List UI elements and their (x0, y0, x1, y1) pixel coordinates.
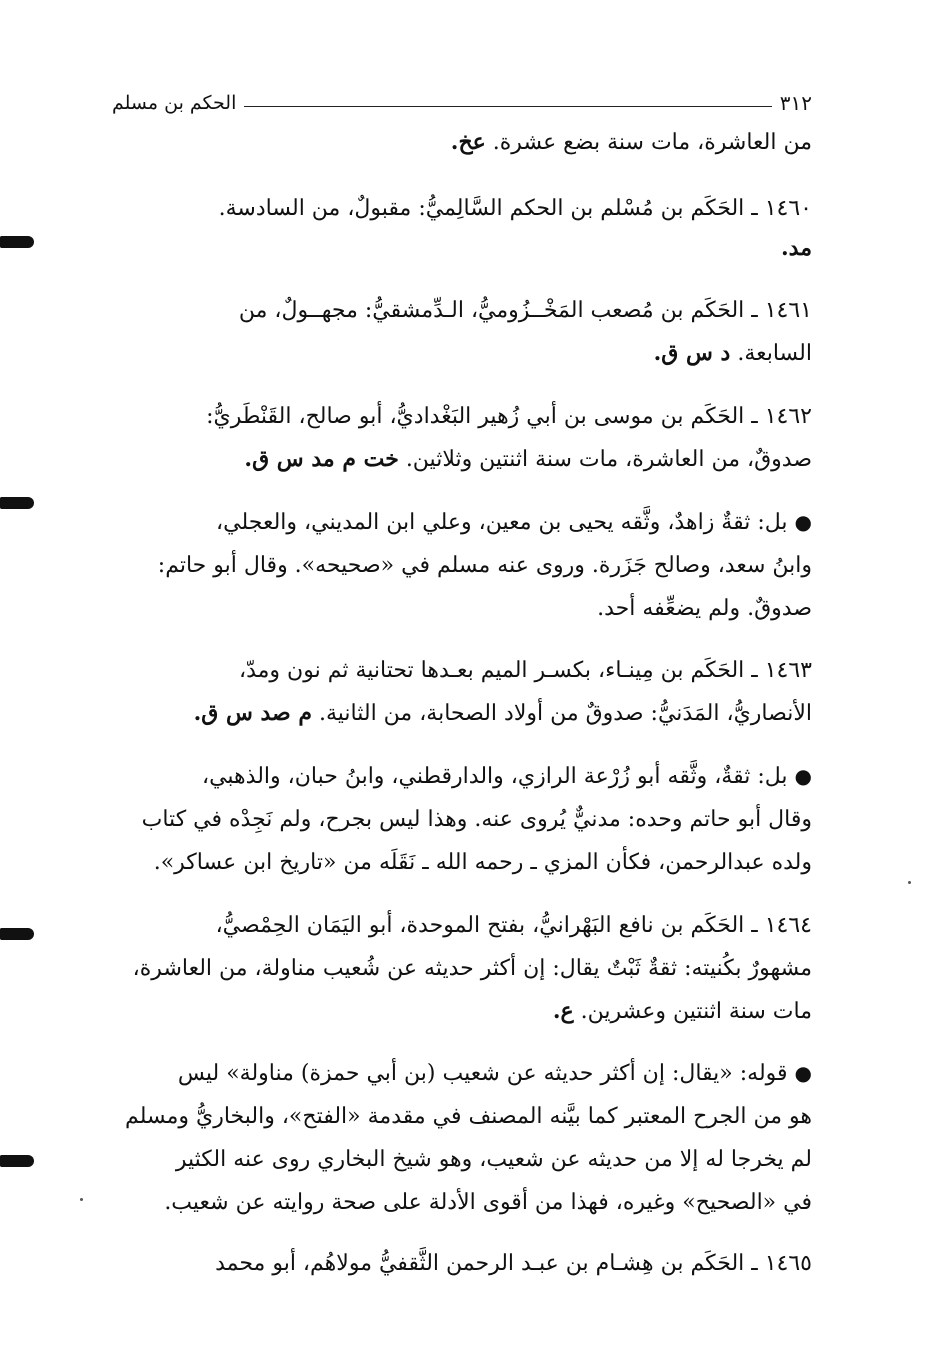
annotation-1463: ● بل: ثقةٌ، وثَّقه أبو زُرْعة الرازي، والدارقطني، وابنُ حبان، والذهبي، (201, 764, 812, 789)
entry-1464: ١٤٦٤ ـ الحَكَم بن نافع البَهْرانيُّ، بفتح الموحدة، أبو اليَمَان الحِمْصيُّ، (215, 913, 812, 938)
text-line: مات سنة اثنتين وعشرين. ع. (552, 998, 812, 1024)
text-line: وقال أبو حاتم وحده: مدنيٌّ يُروى عنه. وهذا ليس بجرح، ولم نَجِدْه في كتاب (141, 807, 812, 832)
annotation-1462: ● بل: ثقةٌ زاهدٌ، وثَّقه يحيى بن معين، وعلي ابن المديني، والعجلي، (216, 510, 812, 535)
text-line: في «الصحيح» وغيره، فهذا من أقوى الأدلة على صحة روايته عن شعيب. (164, 1190, 812, 1215)
bullet-icon: ● (794, 510, 812, 534)
binding-hole-mark (0, 236, 34, 248)
running-title: الحكم بن مسلم (112, 92, 237, 114)
text-line: الأنصاريُّ، المَدَنيُّ: صدوقٌ من أولاد الصحابة، من الثانية. م صد س ق. (193, 700, 812, 726)
scan-speck (908, 881, 911, 884)
text-line: هو من الجرح المعتبر كما بيَّنه المصنف في مقدمة «الفتح»، والبخاريُّ ومسلم (125, 1104, 812, 1129)
text-line: من العاشرة، مات سنة بضع عشرة. عخ. (450, 129, 812, 155)
entry-1461: ١٤٦١ ـ الحَكَم بن مُصعب المَخْــزُوميُّ، الـدِّمشقيُّ: مجهــولٌ، من (238, 298, 812, 323)
text-line: لم يخرجا له إلا من حديثه عن شعيب، وهو شيخ البخاري روى عنه الكثير (175, 1147, 812, 1172)
entry-1465: ١٤٦٥ ـ الحَكَم بن هِشـام بن عبـد الرحمن الثَّقفيُّ مولاهُم، أبو محمد (215, 1251, 812, 1276)
header-rule (244, 106, 771, 107)
binding-hole-mark (0, 497, 34, 509)
scan-speck (80, 1198, 83, 1201)
binding-hole-mark (0, 1155, 34, 1167)
entry-1462: ١٤٦٢ ـ الحَكَم بن موسى بن أبي زُهير البَغْداديُّ، أبو صالح، القَنْطَريُّ: (206, 404, 812, 429)
text-line: السابعة. د س ق. (653, 340, 812, 366)
page-number: ٣١٢ (779, 91, 812, 115)
bullet-icon: ● (794, 1061, 812, 1085)
entry-1463: ١٤٦٣ ـ الحَكَم بن مِينـاء، بكسـر الميم بعـدها تحتانية ثم نون ومدّ، (239, 658, 812, 683)
binding-hole-mark (0, 928, 34, 940)
annotation-1464: ● قوله: «يقال: إن أكثر حديثه عن شعيب (بن أبي حمزة) مناولة» ليس (177, 1061, 812, 1086)
running-header (112, 86, 812, 120)
text-line: صدوقٌ. ولم يضعِّفه أحد. (597, 596, 812, 621)
bullet-icon: ● (794, 764, 812, 788)
text-line: ولده عبدالرحمن، فكأن المزي ـ رحمه الله ـ نَقَلَه من «تاريخ ابن عساكر». (153, 850, 812, 875)
text-line: وابنُ سعد، وصالح جَزَرة. وروى عنه مسلم في «صحيحه». وقال أبو حاتم: (157, 553, 812, 578)
entry-1460-code: مد. (781, 235, 812, 261)
entry-1460: ١٤٦٠ ـ الحَكَم بن مُسْلم بن الحكم السَّالِميُّ: مقبولٌ، من السادسة. (218, 196, 812, 221)
text-line: صدوقٌ، من العاشرة، مات سنة اثنتين وثلاثين. خت م مد س ق. (244, 446, 812, 472)
text-line: مشهورٌ بكُنيته: ثقةٌ ثَبْتٌ يقال: إن أكثر حديثه عن شُعيب مناولة، من العاشرة، (132, 956, 812, 981)
